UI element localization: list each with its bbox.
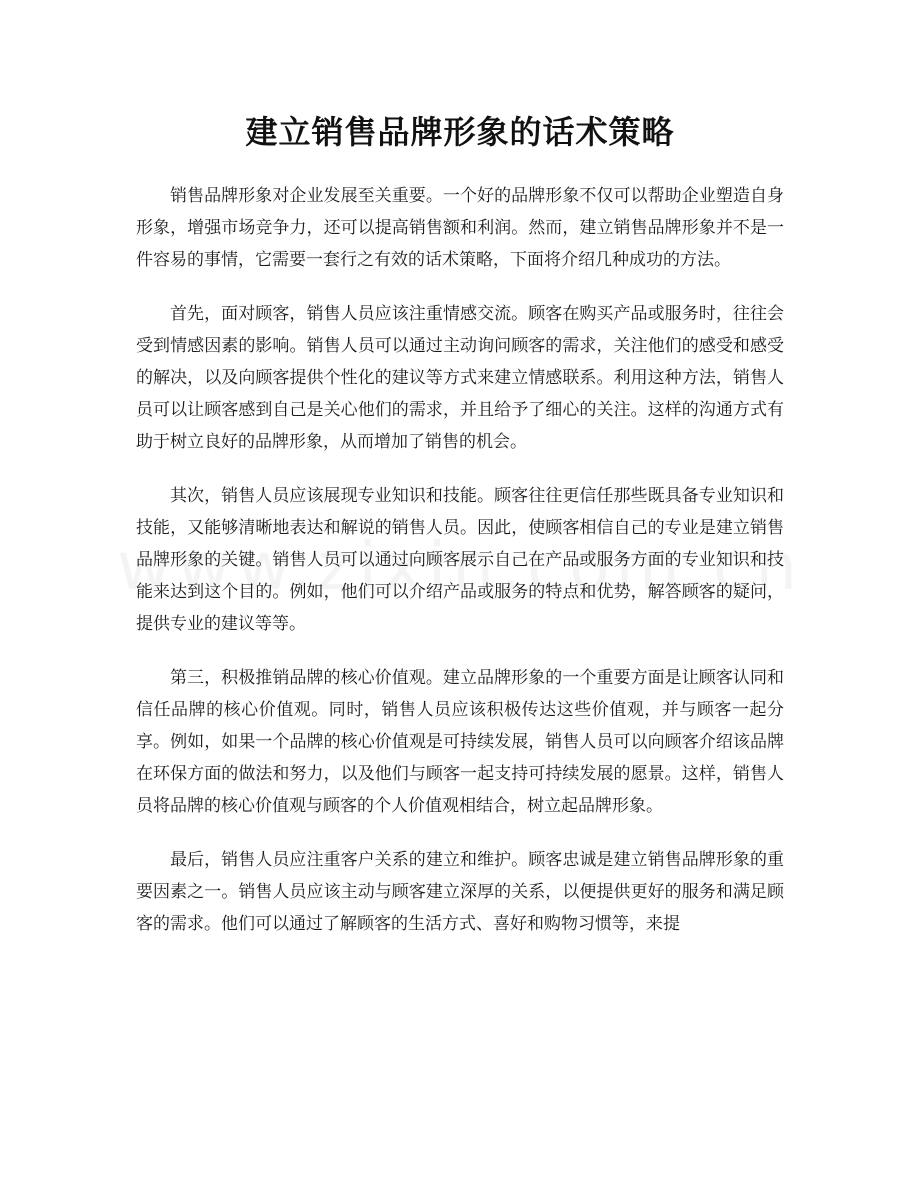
paragraph-professional-knowledge: 其次，销售人员应该展现专业知识和技能。顾客往往更信任那些既具备专业知识和技能，又能够清晰地表达和解说的销售人员。因此，使顾客相信自己的专业是建立销售品牌形象的关键。销售人员可以通过向顾客展示自己在产品或服务方面的专业知识和技能来达到这个目的。例如，他们可以介绍产品或服务的特点和优势，解答顾客的疑问，提供专业的建议等等。 [136,486,784,634]
paragraph-intro: 销售品牌形象对企业发展至关重要。一个好的品牌形象不仅可以帮助企业塑造自身形象，增强市场竞争力，还可以提高销售额和利润。然而，建立销售品牌形象并不是一件容易的事情，它需要一套行之有效的话术策略，下面将介绍几种成功的方法。 [136,186,784,270]
document-title: 建立销售品牌形象的话术策略 [245,113,675,151]
paragraph-customer-relationship: 最后，销售人员应注重客户关系的建立和维护。顾客忠诚是建立销售品牌形象的重要因素之一。销售人员应该主动与顾客建立深厚的关系，以便提供更好的服务和满足顾客的需求。他们可以通过了解顾客的生活方式、喜好和购物习惯等，来提 [136,850,784,934]
paragraph-core-values: 第三，积极推销品牌的核心价值观。建立品牌形象的一个重要方面是让顾客认同和信任品牌的核心价值观。同时，销售人员应该积极传达这些价值观，并与顾客一起分享。例如，如果一个品牌的核心价值观是可持续发展，销售人员可以向顾客介绍该品牌在环保方面的做法和努力，以及他们与顾客一起支持可持续发展的愿景。这样，销售人员将品牌的核心价值观与顾客的个人价值观相结合，树立起品牌形象。 [136,668,784,816]
paragraph-emotional-communication: 首先，面对顾客，销售人员应该注重情感交流。顾客在购买产品或服务时，往往会受到情感因素的影响。销售人员可以通过主动询问顾客的需求，关注他们的感受和感受的解决，以及向顾客提供个性化的建议等方式来建立情感联系。利用这种方法，销售人员可以让顾客感到自己是关心他们的需求，并且给予了细心的关注。这样的沟通方式有助于树立良好的品牌形象，从而增加了销售的机会。 [136,304,784,452]
document-body [136,181,784,964]
